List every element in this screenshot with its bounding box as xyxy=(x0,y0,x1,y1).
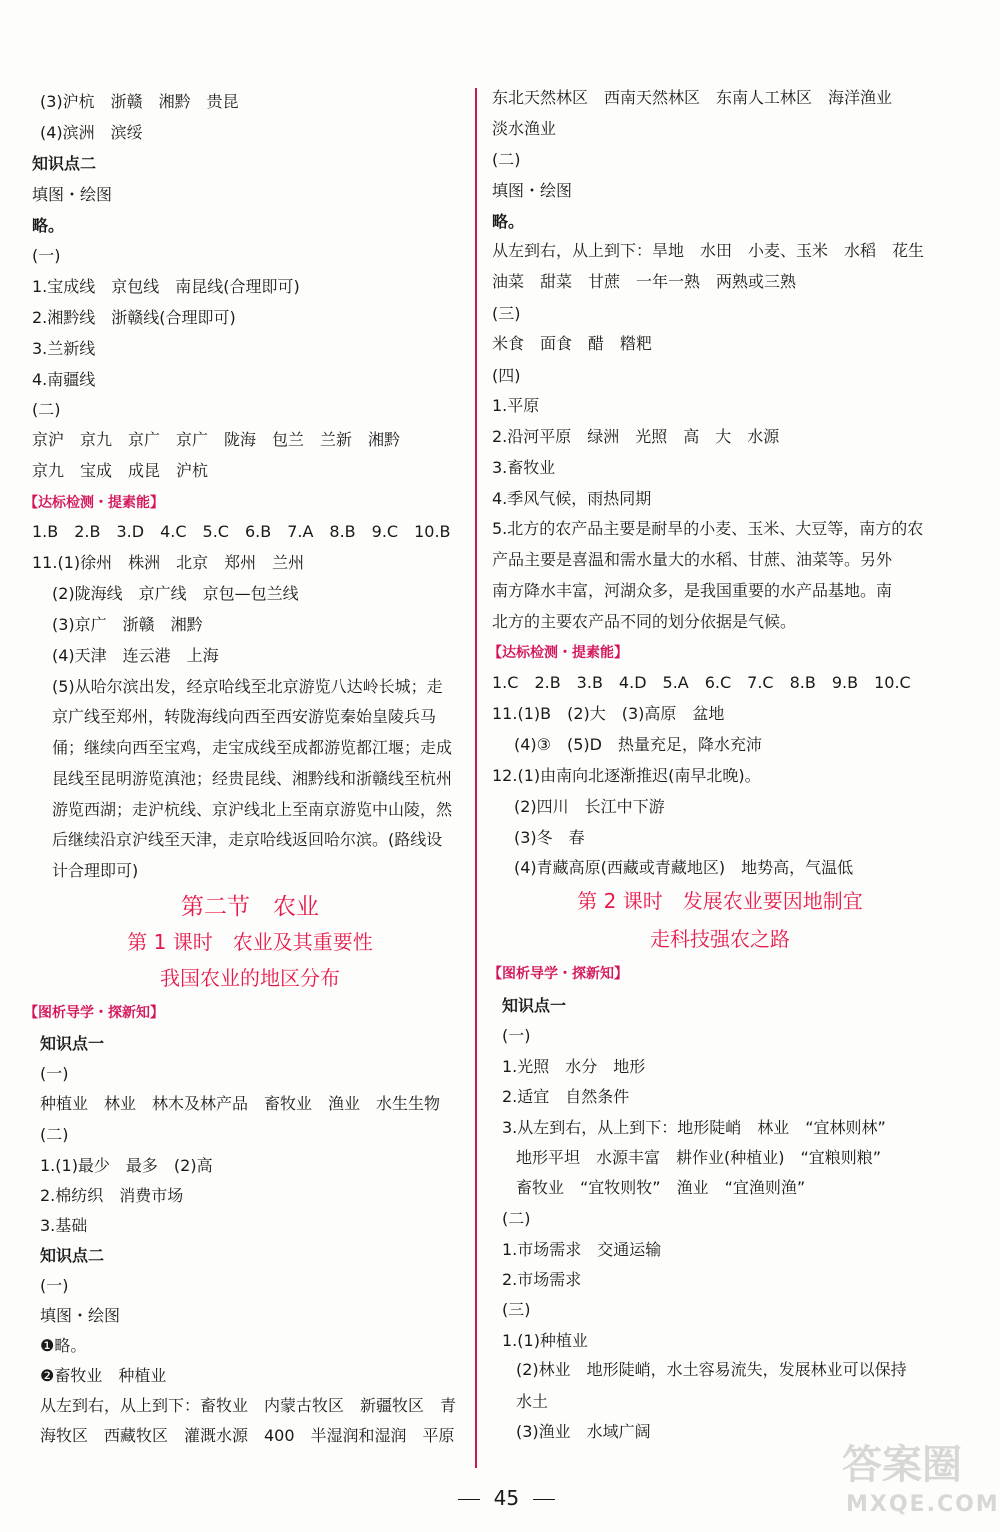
answer-paragraph: (5)从哈尔滨出发，经京哈线至北京游览八达岭长城；走 xyxy=(52,677,443,696)
answer-line: (3)沪杭 浙赣 湘黔 贵昆 xyxy=(40,92,239,111)
answer-paragraph: 北方的主要农产品不同的划分依据是气候。 xyxy=(492,612,797,631)
answer-line: (一) xyxy=(40,1276,69,1295)
answer-line: 畜牧业 “宜牧则牧” 渔业 “宜渔则渔” xyxy=(516,1178,806,1197)
answer-line: 淡水渔业 xyxy=(492,119,557,138)
lesson-subtitle: 我国农业的地区分布 xyxy=(160,966,340,990)
answer-line: 11.(1)B (2)大 (3)高原 盆地 xyxy=(492,704,725,723)
answer-line: (3)冬 春 xyxy=(514,828,585,847)
answer-line: (4)滨洲 滨绥 xyxy=(40,123,143,142)
answer-paragraph: 俑；继续向西至宝鸡，走宝成线至成都游览都江堰；走成 xyxy=(52,738,453,757)
column-divider xyxy=(475,88,477,1468)
answer-line: 4.季风气候，雨热同期 xyxy=(492,489,652,508)
answer-paragraph: 产品主要是喜温和需水量大的水稻、甘蔗、油菜等。另外 xyxy=(492,550,893,569)
answer-line: 1.B 2.B 3.D 4.C 5.C 6.B 7.A 8.B 9.C 10.B xyxy=(32,522,451,541)
page-dash-right xyxy=(533,1499,555,1500)
lesson-subtitle: 走科技强农之路 xyxy=(650,927,790,951)
answer-line: 1.光照 水分 地形 xyxy=(502,1057,646,1076)
answer-line: (4)天津 连云港 上海 xyxy=(52,646,219,665)
answer-line: 2.沿河平原 绿洲 光照 高 大 水源 xyxy=(492,427,780,446)
answer-line: 3.从左到右，从上到下：地形陡峭 林业 “宜林则林” xyxy=(502,1118,886,1137)
lesson-title: 第 1 课时 农业及其重要性 xyxy=(127,930,373,954)
section-heading: 知识点二 xyxy=(40,1246,105,1265)
answer-line: 京九 宝成 成昆 沪杭 xyxy=(32,461,209,480)
answer-line: (2)陇海线 京广线 京包—包兰线 xyxy=(52,584,299,603)
answer-line: 11.(1)徐州 株洲 北京 郑州 兰州 xyxy=(32,553,305,572)
watermark-logo xyxy=(842,1442,1000,1522)
answer-line: 略。 xyxy=(492,212,525,231)
section-tag: 【 图析导学・探新知 】 xyxy=(24,1004,164,1022)
answer-line: (三) xyxy=(492,304,521,323)
answer-line: 填图・绘图 xyxy=(40,1306,121,1325)
section-heading: 知识点一 xyxy=(40,1034,105,1053)
answer-line: (3)渔业 水域广阔 xyxy=(516,1422,651,1441)
answer-line: 1.C 2.B 3.B 4.D 5.A 6.C 7.C 8.B 9.B 10.C xyxy=(492,673,911,692)
answer-line: (二) xyxy=(492,150,521,169)
answer-line: 2.棉纺织 消费市场 xyxy=(40,1186,184,1205)
answer-line: ❷畜牧业 种植业 xyxy=(40,1366,167,1385)
answer-line: (2)林业 地形陡峭，水土容易流失，发展林业可以保持 xyxy=(516,1360,907,1379)
section-tag: 【 图析导学・探新知 】 xyxy=(488,965,628,983)
answer-line: 3.基础 xyxy=(40,1216,88,1235)
answer-paragraph: 昆线至昆明游览滇池；经贵昆线、湘黔线和浙赣线至杭州 xyxy=(52,769,453,788)
answer-line: (二) xyxy=(502,1209,531,1228)
section-title: 第二节 农业 xyxy=(181,894,319,920)
answer-line: 1.平原 xyxy=(492,396,540,415)
answer-line: 3.畜牧业 xyxy=(492,458,556,477)
watermark-cn: 答案圈 xyxy=(842,1442,962,1488)
answer-line: (二) xyxy=(32,400,61,419)
section-tag: 【 达标检测・提素能 】 xyxy=(24,494,164,512)
answer-line: (三) xyxy=(502,1300,531,1319)
section-heading: 知识点一 xyxy=(502,996,567,1015)
answer-paragraph: 5.北方的农产品主要是耐旱的小麦、玉米、大豆等，南方的农 xyxy=(492,519,924,538)
answer-line: 从左到右，从上到下：旱地 水田 小麦、玉米 水稻 花生 xyxy=(492,241,925,260)
answer-line: (四) xyxy=(492,366,521,385)
answer-line: 1.(1)种植业 xyxy=(502,1331,588,1350)
answer-line: 2.市场需求 xyxy=(502,1270,582,1289)
answer-line: 1.(1)最少 最多 (2)高 xyxy=(40,1156,213,1175)
answer-line: 填图・绘图 xyxy=(492,181,573,200)
watermark-en: MXQE.COM xyxy=(846,1492,1000,1517)
answer-line: 油菜 甜菜 甘蔗 一年一熟 两熟或三熟 xyxy=(492,272,797,291)
answer-line: 12.(1)由南向北逐渐推迟(南早北晚)。 xyxy=(492,766,761,785)
answer-line: (二) xyxy=(40,1125,69,1144)
answer-line: 京沪 京九 京广 京广 陇海 包兰 兰新 湘黔 xyxy=(32,430,401,449)
answer-line: 4.南疆线 xyxy=(32,370,96,389)
answer-line: 米食 面食 醋 糌粑 xyxy=(492,334,653,353)
answer-line: 2.湘黔线 浙赣线(合理即可) xyxy=(32,308,236,327)
answer-line: 2.适宜 自然条件 xyxy=(502,1087,630,1106)
answer-line: 地形平坦 水源丰富 耕作业(种植业) “宜粮则粮” xyxy=(516,1148,882,1167)
answer-line: ❶略。 xyxy=(40,1336,87,1355)
answer-line: (一) xyxy=(40,1064,69,1083)
answer-line: 东北天然林区 西南天然林区 东南人工林区 海洋渔业 xyxy=(492,88,893,107)
answer-line: 1.宝成线 京包线 南昆线(合理即可) xyxy=(32,277,300,296)
answer-line: (一) xyxy=(32,246,61,265)
answer-line: 种植业 林业 林木及林产品 畜牧业 渔业 水生生物 xyxy=(40,1094,441,1113)
answer-line: (4)③ (5)D 热量充足，降水充沛 xyxy=(514,735,762,754)
answer-line: 1.市场需求 交通运输 xyxy=(502,1240,662,1259)
lesson-title: 第 2 课时 发展农业要因地制宜 xyxy=(577,889,863,913)
answer-line: (3)京广 浙赣 湘黔 xyxy=(52,615,203,634)
page-dash-left xyxy=(458,1499,480,1500)
answer-line: 3.兰新线 xyxy=(32,339,96,358)
answer-paragraph: 南方降水丰富，河湖众多，是我国重要的水产品基地。南 xyxy=(492,581,893,600)
answer-line: 从左到右，从上到下：畜牧业 内蒙古牧区 新疆牧区 青 xyxy=(40,1396,457,1415)
answer-line: 海牧区 西藏牧区 灌溉水源 400 半湿润和湿润 平原 xyxy=(40,1426,455,1445)
answer-paragraph: 游览西湖；走沪杭线、京沪线北上至南京游览中山陵，然 xyxy=(52,800,453,819)
section-tag: 【 达标检测・提素能 】 xyxy=(488,644,628,662)
answer-line: (4)青藏高原(西藏或青藏地区) 地势高，气温低 xyxy=(514,858,854,877)
answer-paragraph: 后继续沿京沪线至天津，走京哈线返回哈尔滨。(路线设 xyxy=(52,830,443,849)
section-heading: 知识点二 xyxy=(32,154,97,173)
answer-line: 略。 xyxy=(32,216,65,235)
answer-paragraph: 计合理即可) xyxy=(52,861,139,880)
answer-paragraph: 京广线至郑州，转陇海线向西至西安游览秦始皇陵兵马 xyxy=(52,707,437,726)
page-number-text: 45 xyxy=(493,1486,520,1510)
answer-line: 填图・绘图 xyxy=(32,185,113,204)
answer-line: 水土 xyxy=(516,1392,549,1411)
answer-line: (2)四川 长江中下游 xyxy=(514,797,665,816)
answer-line: (一) xyxy=(502,1026,531,1045)
